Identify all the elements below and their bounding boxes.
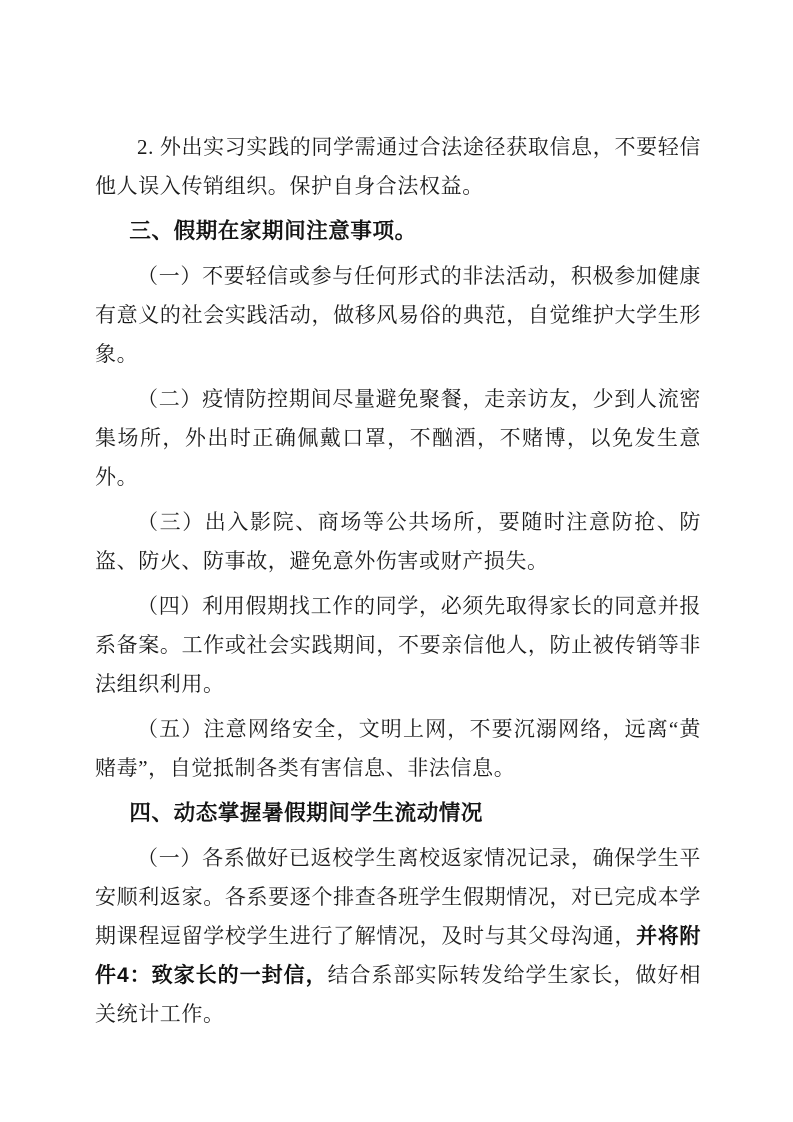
run-regular-text: 结合系部实际转发给学生家长，做好相关统计工作。 — [95, 963, 701, 1026]
document-content — [95, 128, 701, 1040]
heading-section-four-student-flow: 四、动态掌握暑假期间学生流动情况 — [129, 801, 483, 825]
heading-section-three-home-precautions: 三、假期在家期间注意事项。 — [129, 219, 417, 243]
paragraph-item-5-internet-safety: （五）注意网络安全，文明上网，不要沉溺网络，远离“黄赌毒”，自觉抵制各类有害信息、非法信息。 — [95, 717, 701, 780]
paragraph-internship-info-safety: 2. 外出实习实践的同学需通过合法途径获取信息，不要轻信他人误入传销组织。保护自身合法权益。 — [95, 135, 701, 198]
paragraph-student-flow-tracking — [95, 839, 701, 1034]
paragraph-item-2-epidemic-prevention: （二）疫情防控期间尽量避免聚餐，走亲访友，少到人流密集场所，外出时正确佩戴口罩，不酗酒，不赌博，以免发生意外。 — [95, 387, 701, 489]
paragraph-item-3-public-places-safety: （三）出入影院、商场等公共场所，要随时注意防抢、防盗、防火、防事故，避免意外伤害或财产损失。 — [95, 510, 701, 573]
paragraph-item-4-holiday-jobs: （四）利用假期找工作的同学，必须先取得家长的同意并报系备案。工作或社会实践期间，不要亲信他人，防止被传销等非法组织利用。 — [95, 594, 701, 696]
run-bold-attachment-letter: 并将附件4：致家长的一封信， — [95, 925, 701, 987]
run-regular-text: （一）各系做好已返校学生离校返家情况记录，确保学生平安顺利返家。各系要逐个排查各班学生假期情况，对已完成本学期课程逗留学校学生进行了解情况，及时与其父母沟通， — [95, 846, 701, 948]
paragraph-item-1-no-illegal-activities: （一）不要轻信或参与任何形式的非法活动，积极参加健康有意义的社会实践活动，做移风易俗的典范，自觉维护大学生形象。 — [95, 264, 701, 366]
